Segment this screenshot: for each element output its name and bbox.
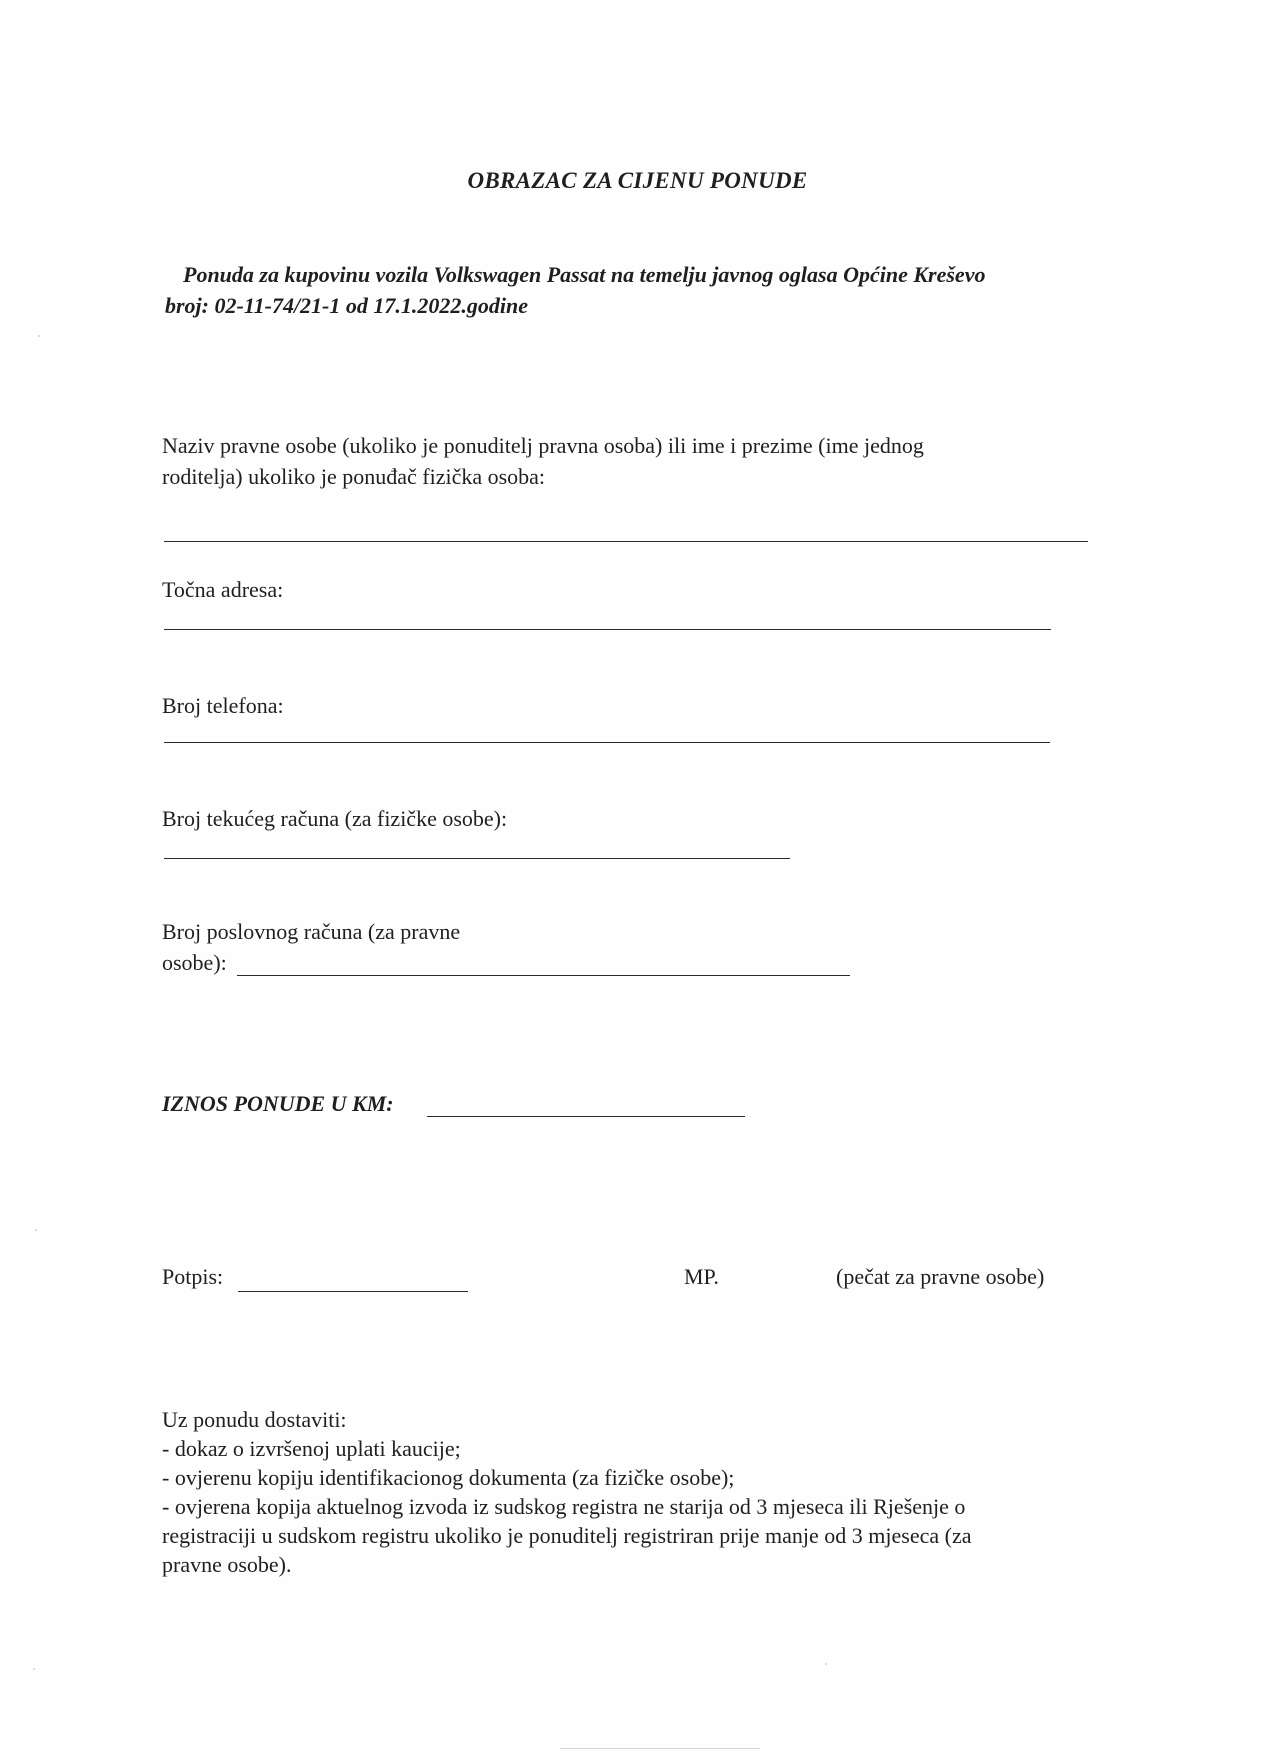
scan-speck <box>33 1668 35 1670</box>
scan-speck <box>38 335 40 337</box>
signature-label: Potpis: <box>162 1264 224 1289</box>
subtitle-line-1: Ponuda za kupovinu vozila Volkswagen Passat na temelju javnog oglasa Općine Kreševo <box>183 262 986 287</box>
stamp-note: (pečat za pravne osobe) <box>836 1264 1045 1289</box>
mp-label: MP. <box>684 1264 719 1289</box>
business-account-label-line-2: osobe): <box>162 950 227 975</box>
document-subtitle <box>165 259 1125 321</box>
scan-speck <box>825 1663 827 1665</box>
name-label-line-1: Naziv pravne osobe (ukoliko je ponuditelj pravna osoba) ili ime i prezime (ime jednog <box>162 433 924 458</box>
business-account-input-line[interactable] <box>237 975 850 976</box>
current-account-input-line[interactable] <box>164 858 790 859</box>
address-label: Točna adresa: <box>162 577 284 602</box>
scan-edge-mark <box>560 1748 760 1749</box>
signature-input-line[interactable] <box>238 1291 468 1292</box>
attachment-item: - dokaz o izvršenoj uplati kaucije; <box>162 1436 461 1461</box>
attachment-item: pravne osobe). <box>162 1552 292 1577</box>
business-account-label-line-1: Broj poslovnog računa (za pravne <box>162 919 461 944</box>
offer-amount-input-line[interactable] <box>427 1116 745 1117</box>
current-account-label: Broj tekućeg računa (za fizičke osobe): <box>162 806 508 831</box>
attachments-section <box>162 1405 1102 1579</box>
attachment-item: - ovjerena kopija aktuelnog izvoda iz sudskog registra ne starija od 3 mjeseca ili Rješenje o <box>162 1494 966 1519</box>
phone-label: Broj telefona: <box>162 693 284 718</box>
attachment-item: - ovjerenu kopiju identifikacionog dokumenta (za fizičke osobe); <box>162 1465 735 1490</box>
address-input-line[interactable] <box>164 629 1051 630</box>
name-field-label <box>162 430 924 492</box>
attachment-item: registraciji u sudskom registru ukoliko je ponuditelj registriran prije manje od 3 mjeseca (za <box>162 1523 972 1548</box>
name-label-line-2: roditelja) ukoliko je ponuđač fizička osoba: <box>162 464 546 489</box>
scan-speck <box>35 1229 37 1231</box>
document-title: OBRAZAC ZA CIJENU PONUDE <box>467 168 808 193</box>
name-input-line[interactable] <box>164 541 1088 542</box>
business-account-label <box>162 916 460 978</box>
offer-amount-label: IZNOS PONUDE U KM: <box>162 1091 394 1116</box>
attachments-heading: Uz ponudu dostaviti: <box>162 1407 347 1432</box>
phone-input-line[interactable] <box>164 742 1050 743</box>
subtitle-line-2: broj: 02-11-74/21-1 od 17.1.2022.godine <box>165 293 528 318</box>
